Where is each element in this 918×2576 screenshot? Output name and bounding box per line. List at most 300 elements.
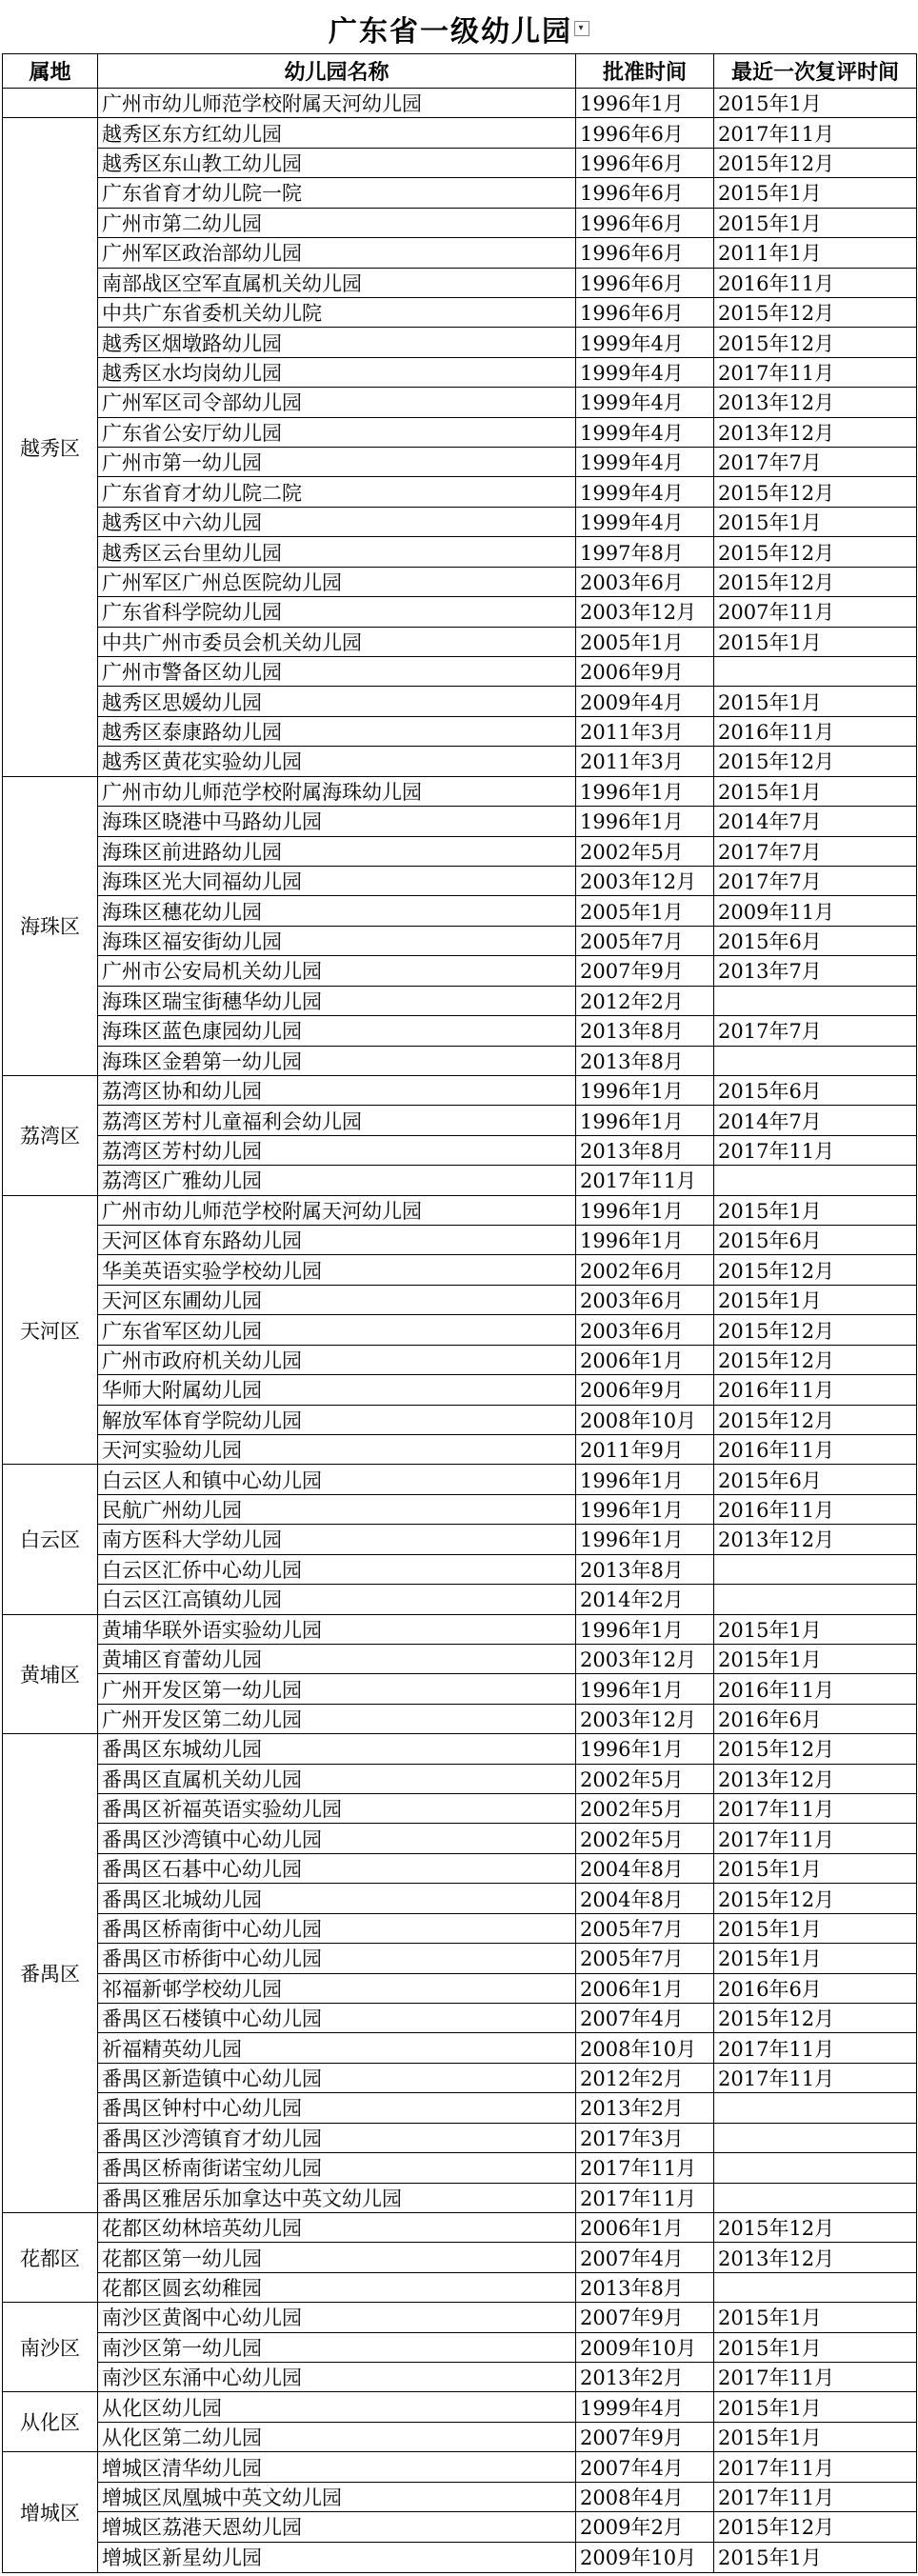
approval-date-cell[interactable]: 2002年5月 xyxy=(576,836,714,866)
approval-date-cell[interactable]: 1997年8月 xyxy=(576,537,714,567)
table-row xyxy=(3,896,917,926)
review-date-cell[interactable]: 2015年1月 xyxy=(714,2332,917,2362)
review-date-cell[interactable]: 2015年1月 xyxy=(714,687,917,716)
review-date-cell[interactable]: 2015年12月 xyxy=(714,567,917,596)
approval-date-cell[interactable]: 2002年5月 xyxy=(576,1824,714,1853)
review-date-cell[interactable]: 2013年12月 xyxy=(714,1525,917,1554)
kindergarten-name-cell[interactable]: 解放军体育学院幼儿园 xyxy=(98,1405,576,1434)
approval-date-cell[interactable]: 1996年1月 xyxy=(576,1614,714,1644)
table-row xyxy=(3,357,917,387)
approval-date-cell[interactable]: 1996年6月 xyxy=(576,268,714,297)
approval-date-cell[interactable]: 1996年6月 xyxy=(576,118,714,148)
table-row xyxy=(3,297,917,327)
kindergarten-name-cell[interactable]: 中共广州市委员会机关幼儿园 xyxy=(98,627,576,656)
review-date-cell[interactable]: 2015年1月 xyxy=(714,1644,917,1673)
table-row xyxy=(3,178,917,208)
review-date-cell[interactable]: 2015年6月 xyxy=(714,926,917,955)
review-date-cell[interactable]: 2015年12月 xyxy=(714,328,917,357)
kindergarten-name-cell[interactable]: 广州市公安局机关幼儿园 xyxy=(98,956,576,986)
review-date-cell[interactable] xyxy=(714,2093,917,2123)
kindergarten-name-cell[interactable]: 花都区第一幼儿园 xyxy=(98,2243,576,2272)
kindergarten-name-cell[interactable]: 海珠区蓝色康园幼儿园 xyxy=(98,1016,576,1046)
table-row xyxy=(3,2482,917,2511)
review-date-cell[interactable]: 2016年6月 xyxy=(714,1973,917,2003)
approval-date-cell[interactable]: 2005年1月 xyxy=(576,896,714,926)
review-date-cell[interactable]: 2016年11月 xyxy=(714,268,917,297)
review-date-cell[interactable]: 2015年12月 xyxy=(714,1884,917,1913)
table-row xyxy=(3,1226,917,1255)
kindergarten-name-cell[interactable]: 越秀区思媛幼儿园 xyxy=(98,687,576,716)
table-row xyxy=(3,1285,917,1314)
district-cell[interactable]: 花都区 xyxy=(3,2212,98,2302)
kindergarten-name-cell[interactable]: 越秀区中六幼儿园 xyxy=(98,507,576,536)
review-date-cell[interactable]: 2017年11月 xyxy=(714,118,917,148)
kindergarten-name-cell[interactable]: 荔湾区协和幼儿园 xyxy=(98,1075,576,1105)
review-date-cell[interactable]: 2013年12月 xyxy=(714,417,917,447)
table-row xyxy=(3,2243,917,2272)
table-row xyxy=(3,2272,917,2302)
approval-date-cell[interactable]: 1996年1月 xyxy=(576,1075,714,1105)
district-cell[interactable]: 番禺区 xyxy=(3,1734,98,2213)
approval-date-cell[interactable]: 1996年1月 xyxy=(576,1226,714,1255)
review-date-cell[interactable]: 2009年11月 xyxy=(714,896,917,926)
kindergarten-name-cell[interactable]: 南部战区空军直属机关幼儿园 xyxy=(98,268,576,297)
approval-date-cell[interactable]: 2007年4月 xyxy=(576,2243,714,2272)
table-row xyxy=(3,926,917,955)
approval-date-cell[interactable]: 2011年3月 xyxy=(576,747,714,776)
review-date-cell[interactable] xyxy=(714,986,917,1015)
approval-date-cell[interactable]: 2003年12月 xyxy=(576,1644,714,1673)
kindergarten-name-cell[interactable]: 荔湾区芳村幼儿园 xyxy=(98,1135,576,1165)
table-row xyxy=(3,1614,917,1644)
review-date-cell[interactable]: 2017年11月 xyxy=(714,1135,917,1165)
approval-date-cell[interactable]: 1996年1月 xyxy=(576,1465,714,1494)
approval-date-cell[interactable]: 1996年6月 xyxy=(576,238,714,268)
approval-date-cell[interactable]: 2006年1月 xyxy=(576,1973,714,2003)
kindergarten-name-cell[interactable]: 从化区第二幼儿园 xyxy=(98,2422,576,2451)
kindergarten-name-cell[interactable]: 广州军区司令部幼儿园 xyxy=(98,388,576,417)
review-date-cell[interactable]: 2015年12月 xyxy=(714,2212,917,2242)
kindergarten-name-cell[interactable]: 海珠区光大同福幼儿园 xyxy=(98,866,576,895)
table-row xyxy=(3,747,917,776)
approval-date-cell[interactable]: 1999年4月 xyxy=(576,328,714,357)
approval-date-cell[interactable]: 1996年6月 xyxy=(576,208,714,237)
kindergarten-name-cell[interactable]: 花都区圆玄幼稚园 xyxy=(98,2272,576,2302)
review-date-cell[interactable]: 2015年1月 xyxy=(714,1195,917,1225)
review-date-cell[interactable]: 2015年12月 xyxy=(714,747,917,776)
review-date-cell[interactable]: 2015年1月 xyxy=(714,1944,917,1973)
kindergarten-name-cell[interactable]: 荔湾区广雅幼儿园 xyxy=(98,1166,576,1195)
kindergarten-name-cell[interactable]: 番禺区桥南街诺宝幼儿园 xyxy=(98,2153,576,2183)
review-date-cell[interactable]: 2015年6月 xyxy=(714,1465,917,1494)
approval-date-cell[interactable]: 2013年8月 xyxy=(576,1046,714,1075)
kindergarten-name-cell[interactable]: 白云区汇侨中心幼儿园 xyxy=(98,1554,576,1584)
approval-date-cell[interactable]: 2005年1月 xyxy=(576,627,714,656)
review-date-cell[interactable] xyxy=(714,1166,917,1195)
kindergarten-name-cell[interactable]: 天河实验幼儿园 xyxy=(98,1434,576,1464)
approval-date-cell[interactable]: 2002年6月 xyxy=(576,1255,714,1285)
kindergarten-name-cell[interactable]: 广州开发区第一幼儿园 xyxy=(98,1674,576,1704)
review-date-cell[interactable]: 2007年11月 xyxy=(714,597,917,627)
approval-date-cell[interactable]: 2014年2月 xyxy=(576,1585,714,1614)
kindergarten-name-cell[interactable]: 广东省军区幼儿园 xyxy=(98,1315,576,1345)
kindergarten-name-cell[interactable]: 白云区人和镇中心幼儿园 xyxy=(98,1465,576,1494)
review-date-cell[interactable]: 2015年1月 xyxy=(714,2422,917,2451)
district-cell[interactable] xyxy=(3,89,98,118)
review-date-cell[interactable]: 2015年1月 xyxy=(714,1853,917,1883)
kindergarten-name-cell[interactable]: 南沙区第一幼儿园 xyxy=(98,2332,576,2362)
approval-date-cell[interactable]: 1996年1月 xyxy=(576,1494,714,1524)
approval-date-cell[interactable]: 2017年11月 xyxy=(576,2153,714,2183)
district-cell[interactable]: 增城区 xyxy=(3,2452,98,2573)
review-date-cell[interactable]: 2015年1月 xyxy=(714,776,917,806)
table-row xyxy=(3,118,917,148)
kindergarten-name-cell[interactable]: 番禺区石楼镇中心幼儿园 xyxy=(98,2004,576,2033)
review-date-cell[interactable]: 2014年7月 xyxy=(714,807,917,836)
table-row xyxy=(3,1674,917,1704)
approval-date-cell[interactable]: 2009年10月 xyxy=(576,2332,714,2362)
approval-date-cell[interactable]: 2012年2月 xyxy=(576,2063,714,2092)
review-date-cell[interactable] xyxy=(714,1046,917,1075)
review-date-cell[interactable]: 2017年7月 xyxy=(714,836,917,866)
kindergarten-name-cell[interactable]: 南方医科大学幼儿园 xyxy=(98,1525,576,1554)
table-row xyxy=(3,1375,917,1405)
approval-date-cell[interactable]: 1999年4月 xyxy=(576,357,714,387)
approval-date-cell[interactable]: 2008年10月 xyxy=(576,1405,714,1434)
review-date-cell[interactable]: 2017年11月 xyxy=(714,2452,917,2482)
approval-date-cell[interactable]: 1996年6月 xyxy=(576,178,714,208)
approval-date-cell[interactable]: 2009年2月 xyxy=(576,2512,714,2542)
approval-date-cell[interactable]: 2003年12月 xyxy=(576,597,714,627)
table-row xyxy=(3,1644,917,1673)
approval-date-cell[interactable]: 2007年9月 xyxy=(576,2422,714,2451)
review-date-cell[interactable]: 2017年11月 xyxy=(714,1794,917,1824)
approval-date-cell[interactable]: 2008年4月 xyxy=(576,2482,714,2511)
kindergarten-name-cell[interactable]: 广东省育才幼儿院一院 xyxy=(98,178,576,208)
approval-date-cell[interactable]: 2005年7月 xyxy=(576,1944,714,1973)
kindergarten-name-cell[interactable]: 白云区江高镇幼儿园 xyxy=(98,1585,576,1614)
table-row xyxy=(3,1554,917,1584)
kindergarten-name-cell[interactable]: 增城区清华幼儿园 xyxy=(98,2452,576,2482)
district-cell[interactable]: 白云区 xyxy=(3,1465,98,1614)
approval-date-cell[interactable]: 2007年9月 xyxy=(576,2303,714,2332)
review-date-cell[interactable]: 2016年11月 xyxy=(714,1494,917,1524)
kindergarten-name-cell[interactable]: 从化区幼儿园 xyxy=(98,2392,576,2422)
table-row xyxy=(3,1106,917,1135)
review-date-cell[interactable] xyxy=(714,1585,917,1614)
kindergarten-name-cell[interactable]: 越秀区水均岗幼儿园 xyxy=(98,357,576,387)
review-date-cell[interactable]: 2017年7月 xyxy=(714,866,917,895)
kindergarten-name-cell[interactable]: 越秀区烟墩路幼儿园 xyxy=(98,328,576,357)
review-date-cell[interactable]: 2017年11月 xyxy=(714,357,917,387)
kindergarten-name-cell[interactable]: 广州军区广州总医院幼儿园 xyxy=(98,567,576,596)
approval-date-cell[interactable]: 2002年5月 xyxy=(576,1794,714,1824)
kindergarten-name-cell[interactable]: 广东省公安厅幼儿园 xyxy=(98,417,576,447)
kindergarten-name-cell[interactable]: 广州市幼儿师范学校附属海珠幼儿园 xyxy=(98,776,576,806)
review-date-cell[interactable]: 2015年12月 xyxy=(714,1734,917,1764)
kindergarten-name-cell[interactable]: 越秀区黄花实验幼儿园 xyxy=(98,747,576,776)
kindergarten-name-cell[interactable]: 番禺区沙湾镇中心幼儿园 xyxy=(98,1824,576,1853)
approval-date-cell[interactable]: 2005年7月 xyxy=(576,926,714,955)
approval-date-cell[interactable]: 2009年4月 xyxy=(576,687,714,716)
table-row xyxy=(3,2542,917,2572)
review-date-cell[interactable]: 2017年7月 xyxy=(714,448,917,477)
approval-date-cell[interactable]: 1996年1月 xyxy=(576,1674,714,1704)
kindergarten-name-cell[interactable]: 海珠区福安街幼儿园 xyxy=(98,926,576,955)
review-date-cell[interactable]: 2017年7月 xyxy=(714,1016,917,1046)
review-date-cell[interactable]: 2015年1月 xyxy=(714,208,917,237)
approval-date-cell[interactable]: 2006年1月 xyxy=(576,2212,714,2242)
kindergarten-name-cell[interactable]: 南沙区东涌中心幼儿园 xyxy=(98,2363,576,2392)
review-date-cell[interactable]: 2017年11月 xyxy=(714,2033,917,2063)
kindergarten-name-cell[interactable]: 祁福新邨学校幼儿园 xyxy=(98,1973,576,2003)
review-date-cell[interactable]: 2016年11月 xyxy=(714,1434,917,1464)
header-approved: 批准时间 xyxy=(576,54,714,89)
approval-date-cell[interactable]: 2011年3月 xyxy=(576,716,714,746)
approval-date-cell[interactable]: 2003年6月 xyxy=(576,1315,714,1345)
review-date-cell[interactable]: 2015年12月 xyxy=(714,2004,917,2033)
approval-date-cell[interactable]: 1996年6月 xyxy=(576,148,714,177)
review-date-cell[interactable]: 2015年1月 xyxy=(714,1614,917,1644)
approval-date-cell[interactable]: 1996年1月 xyxy=(576,1106,714,1135)
approval-date-cell[interactable]: 2017年11月 xyxy=(576,1166,714,1195)
review-date-cell[interactable] xyxy=(714,657,917,687)
review-date-cell[interactable]: 2015年1月 xyxy=(714,1285,917,1314)
kindergarten-name-cell[interactable]: 广州市第二幼儿园 xyxy=(98,208,576,237)
review-date-cell[interactable]: 2015年12月 xyxy=(714,477,917,507)
approval-date-cell[interactable]: 1999年4月 xyxy=(576,2392,714,2422)
district-cell[interactable]: 黄埔区 xyxy=(3,1614,98,1734)
review-date-cell[interactable]: 2017年11月 xyxy=(714,1824,917,1853)
kindergarten-name-cell[interactable]: 祈福精英幼儿园 xyxy=(98,2033,576,2063)
kindergarten-name-cell[interactable]: 黄埔华联外语实验幼儿园 xyxy=(98,1614,576,1644)
review-date-cell[interactable]: 2017年11月 xyxy=(714,2063,917,2092)
kindergarten-name-cell[interactable]: 南沙区黄阁中心幼儿园 xyxy=(98,2303,576,2332)
approval-date-cell[interactable]: 2003年12月 xyxy=(576,866,714,895)
approval-date-cell[interactable]: 1999年4月 xyxy=(576,448,714,477)
kindergarten-name-cell[interactable]: 海珠区前进路幼儿园 xyxy=(98,836,576,866)
kindergarten-name-cell[interactable]: 广州开发区第二幼儿园 xyxy=(98,1704,576,1733)
table-row xyxy=(3,2452,917,2482)
approval-date-cell[interactable]: 2009年10月 xyxy=(576,2542,714,2572)
review-date-cell[interactable]: 2015年12月 xyxy=(714,537,917,567)
approval-date-cell[interactable]: 2013年2月 xyxy=(576,2093,714,2123)
table-row xyxy=(3,507,917,536)
approval-date-cell[interactable]: 1996年1月 xyxy=(576,776,714,806)
review-date-cell[interactable]: 2015年1月 xyxy=(714,2542,917,2572)
header-name: 幼儿园名称 xyxy=(98,54,576,89)
kindergarten-name-cell[interactable]: 华美英语实验学校幼儿园 xyxy=(98,1255,576,1285)
kindergarten-name-cell[interactable]: 海珠区晓港中马路幼儿园 xyxy=(98,807,576,836)
approval-date-cell[interactable]: 2005年7月 xyxy=(576,1913,714,1943)
review-date-cell[interactable]: 2016年11月 xyxy=(714,1674,917,1704)
table-row xyxy=(3,1764,917,1793)
review-date-cell[interactable]: 2015年1月 xyxy=(714,2392,917,2422)
approval-date-cell[interactable]: 1996年1月 xyxy=(576,1525,714,1554)
approval-date-cell[interactable]: 2006年9月 xyxy=(576,657,714,687)
approval-date-cell[interactable]: 2013年2月 xyxy=(576,2363,714,2392)
kindergarten-name-cell[interactable]: 番禺区北城幼儿园 xyxy=(98,1884,576,1913)
review-date-cell[interactable]: 2015年6月 xyxy=(714,1226,917,1255)
approval-date-cell[interactable]: 2006年9月 xyxy=(576,1375,714,1405)
kindergarten-name-cell[interactable]: 越秀区云台里幼儿园 xyxy=(98,537,576,567)
kindergarten-name-cell[interactable]: 番禺区东城幼儿园 xyxy=(98,1734,576,1764)
district-cell[interactable]: 越秀区 xyxy=(3,118,98,776)
district-cell[interactable]: 天河区 xyxy=(3,1195,98,1465)
table-row xyxy=(3,807,917,836)
table-row xyxy=(3,2033,917,2063)
review-date-cell[interactable]: 2015年12月 xyxy=(714,1405,917,1434)
kindergarten-name-cell[interactable]: 番禺区新造镇中心幼儿园 xyxy=(98,2063,576,2092)
review-date-cell[interactable]: 2015年12月 xyxy=(714,1315,917,1345)
kindergarten-name-cell[interactable]: 广州市第一幼儿园 xyxy=(98,448,576,477)
review-date-cell[interactable]: 2013年7月 xyxy=(714,956,917,986)
review-date-cell[interactable] xyxy=(714,2272,917,2302)
kindergarten-name-cell[interactable]: 天河区体育东路幼儿园 xyxy=(98,1226,576,1255)
review-date-cell[interactable]: 2015年12月 xyxy=(714,1255,917,1285)
approval-date-cell[interactable]: 2011年9月 xyxy=(576,1434,714,1464)
review-date-cell[interactable]: 2015年1月 xyxy=(714,627,917,656)
review-date-cell[interactable]: 2015年1月 xyxy=(714,89,917,118)
review-date-cell[interactable]: 2013年12月 xyxy=(714,2243,917,2272)
table-row xyxy=(3,2183,917,2212)
kindergarten-name-cell[interactable]: 海珠区穗花幼儿园 xyxy=(98,896,576,926)
approval-date-cell[interactable]: 2004年8月 xyxy=(576,1884,714,1913)
kindergarten-name-cell[interactable]: 民航广州幼儿园 xyxy=(98,1494,576,1524)
approval-date-cell[interactable]: 2013年8月 xyxy=(576,1135,714,1165)
approval-date-cell[interactable]: 2002年5月 xyxy=(576,1764,714,1793)
review-date-cell[interactable]: 2011年1月 xyxy=(714,238,917,268)
kindergarten-name-cell[interactable]: 广东省科学院幼儿园 xyxy=(98,597,576,627)
approval-date-cell[interactable]: 1996年1月 xyxy=(576,807,714,836)
approval-date-cell[interactable]: 2013年8月 xyxy=(576,1554,714,1584)
kindergarten-name-cell[interactable]: 番禺区直属机关幼儿园 xyxy=(98,1764,576,1793)
kindergarten-name-cell[interactable]: 天河区东圃幼儿园 xyxy=(98,1285,576,1314)
table-row xyxy=(3,1465,917,1494)
approval-date-cell[interactable]: 2007年4月 xyxy=(576,2004,714,2033)
table-row xyxy=(3,1853,917,1883)
review-date-cell[interactable]: 2016年11月 xyxy=(714,1375,917,1405)
kindergarten-name-cell[interactable]: 越秀区东方红幼儿园 xyxy=(98,118,576,148)
review-date-cell[interactable]: 2013年12月 xyxy=(714,1764,917,1793)
kindergarten-name-cell[interactable]: 番禺区桥南街中心幼儿园 xyxy=(98,1913,576,1943)
kindergarten-name-cell[interactable]: 广州市幼儿师范学校附属天河幼儿园 xyxy=(98,89,576,118)
approval-date-cell[interactable]: 1999年4月 xyxy=(576,417,714,447)
dropdown-arrow-icon[interactable]: ▾ xyxy=(574,21,589,36)
kindergarten-name-cell[interactable]: 番禺区沙湾镇育才幼儿园 xyxy=(98,2123,576,2152)
review-date-cell[interactable]: 2016年6月 xyxy=(714,1704,917,1733)
review-date-cell[interactable]: 2017年11月 xyxy=(714,2363,917,2392)
review-date-cell[interactable]: 2014年7月 xyxy=(714,1106,917,1135)
review-date-cell[interactable]: 2015年1月 xyxy=(714,507,917,536)
kindergarten-name-cell[interactable]: 番禺区钟村中心幼儿园 xyxy=(98,2093,576,2123)
table-row xyxy=(3,1315,917,1345)
review-date-cell[interactable]: 2016年11月 xyxy=(714,716,917,746)
kindergarten-name-cell[interactable]: 广州市警备区幼儿园 xyxy=(98,657,576,687)
review-date-cell[interactable]: 2015年12月 xyxy=(714,297,917,327)
kindergarten-name-cell[interactable]: 广州市政府机关幼儿园 xyxy=(98,1345,576,1374)
kindergarten-name-cell[interactable]: 番禺区石碁中心幼儿园 xyxy=(98,1853,576,1883)
review-date-cell[interactable]: 2015年1月 xyxy=(714,2303,917,2332)
table-row xyxy=(3,776,917,806)
kindergarten-name-cell[interactable]: 海珠区金碧第一幼儿园 xyxy=(98,1046,576,1075)
kindergarten-name-cell[interactable]: 海珠区瑞宝街穗华幼儿园 xyxy=(98,986,576,1015)
district-cell[interactable]: 海珠区 xyxy=(3,776,98,1075)
kindergarten-name-cell[interactable]: 增城区荔港天恩幼儿园 xyxy=(98,2512,576,2542)
table-row xyxy=(3,2093,917,2123)
approval-date-cell[interactable]: 2007年9月 xyxy=(576,956,714,986)
approval-date-cell[interactable]: 2013年8月 xyxy=(576,2272,714,2302)
kindergarten-name-cell[interactable]: 花都区幼林培英幼儿园 xyxy=(98,2212,576,2242)
review-date-cell[interactable]: 2017年11月 xyxy=(714,2482,917,2511)
review-date-cell[interactable]: 2015年12月 xyxy=(714,1345,917,1374)
table-row xyxy=(3,836,917,866)
approval-date-cell[interactable]: 1999年4月 xyxy=(576,388,714,417)
approval-date-cell[interactable]: 2017年3月 xyxy=(576,2123,714,2152)
approval-date-cell[interactable]: 1996年6月 xyxy=(576,297,714,327)
review-date-cell[interactable]: 2015年1月 xyxy=(714,1913,917,1943)
approval-date-cell[interactable]: 2017年11月 xyxy=(576,2183,714,2212)
review-date-cell[interactable]: 2015年12月 xyxy=(714,2512,917,2542)
kindergarten-name-cell[interactable]: 广州市幼儿师范学校附属天河幼儿园 xyxy=(98,1195,576,1225)
approval-date-cell[interactable]: 2013年8月 xyxy=(576,1016,714,1046)
approval-date-cell[interactable]: 1999年4月 xyxy=(576,477,714,507)
kindergarten-name-cell[interactable]: 黄埔区育蕾幼儿园 xyxy=(98,1644,576,1673)
review-date-cell[interactable]: 2015年1月 xyxy=(714,178,917,208)
kindergarten-name-cell[interactable]: 华师大附属幼儿园 xyxy=(98,1375,576,1405)
approval-date-cell[interactable]: 2006年1月 xyxy=(576,1345,714,1374)
table-row xyxy=(3,956,917,986)
approval-date-cell[interactable]: 2008年10月 xyxy=(576,2033,714,2063)
review-date-cell[interactable] xyxy=(714,2153,917,2183)
review-date-cell[interactable] xyxy=(714,1554,917,1584)
district-cell[interactable]: 从化区 xyxy=(3,2392,98,2452)
table-row xyxy=(3,477,917,507)
kindergarten-name-cell[interactable]: 增城区凤凰城中英文幼儿园 xyxy=(98,2482,576,2511)
district-cell[interactable]: 南沙区 xyxy=(3,2303,98,2392)
kindergarten-name-cell[interactable]: 广东省育才幼儿院二院 xyxy=(98,477,576,507)
approval-date-cell[interactable]: 1996年1月 xyxy=(576,1195,714,1225)
review-date-cell[interactable]: 2015年6月 xyxy=(714,1075,917,1105)
table-row xyxy=(3,2153,917,2183)
approval-date-cell[interactable]: 2003年6月 xyxy=(576,567,714,596)
kindergarten-name-cell[interactable]: 越秀区东山教工幼儿园 xyxy=(98,148,576,177)
approval-date-cell[interactable]: 2003年12月 xyxy=(576,1704,714,1733)
approval-date-cell[interactable]: 2003年6月 xyxy=(576,1285,714,1314)
kindergarten-name-cell[interactable]: 番禺区雅居乐加拿达中英文幼儿园 xyxy=(98,2183,576,2212)
approval-date-cell[interactable]: 1996年1月 xyxy=(576,1734,714,1764)
table-row xyxy=(3,716,917,746)
review-date-cell[interactable]: 2013年12月 xyxy=(714,388,917,417)
review-date-cell[interactable] xyxy=(714,2183,917,2212)
kindergarten-name-cell[interactable]: 番禺区市桥街中心幼儿园 xyxy=(98,1944,576,1973)
approval-date-cell[interactable]: 2004年8月 xyxy=(576,1853,714,1883)
review-date-cell[interactable]: 2015年12月 xyxy=(714,148,917,177)
approval-date-cell[interactable]: 2012年2月 xyxy=(576,986,714,1015)
table-body xyxy=(3,89,917,2573)
kindergarten-name-cell[interactable]: 中共广东省委机关幼儿院 xyxy=(98,297,576,327)
district-cell[interactable]: 荔湾区 xyxy=(3,1075,98,1195)
approval-date-cell[interactable]: 1999年4月 xyxy=(576,507,714,536)
kindergarten-name-cell[interactable]: 番禺区祈福英语实验幼儿园 xyxy=(98,1794,576,1824)
kindergarten-name-cell[interactable]: 荔湾区芳村儿童福利会幼儿园 xyxy=(98,1106,576,1135)
approval-date-cell[interactable]: 2007年4月 xyxy=(576,2452,714,2482)
kindergarten-name-cell[interactable]: 广州军区政治部幼儿园 xyxy=(98,238,576,268)
kindergarten-name-cell[interactable]: 增城区新星幼儿园 xyxy=(98,2542,576,2572)
kindergarten-name-cell[interactable]: 越秀区泰康路幼儿园 xyxy=(98,716,576,746)
review-date-cell[interactable] xyxy=(714,2123,917,2152)
approval-date-cell[interactable]: 1996年1月 xyxy=(576,89,714,118)
